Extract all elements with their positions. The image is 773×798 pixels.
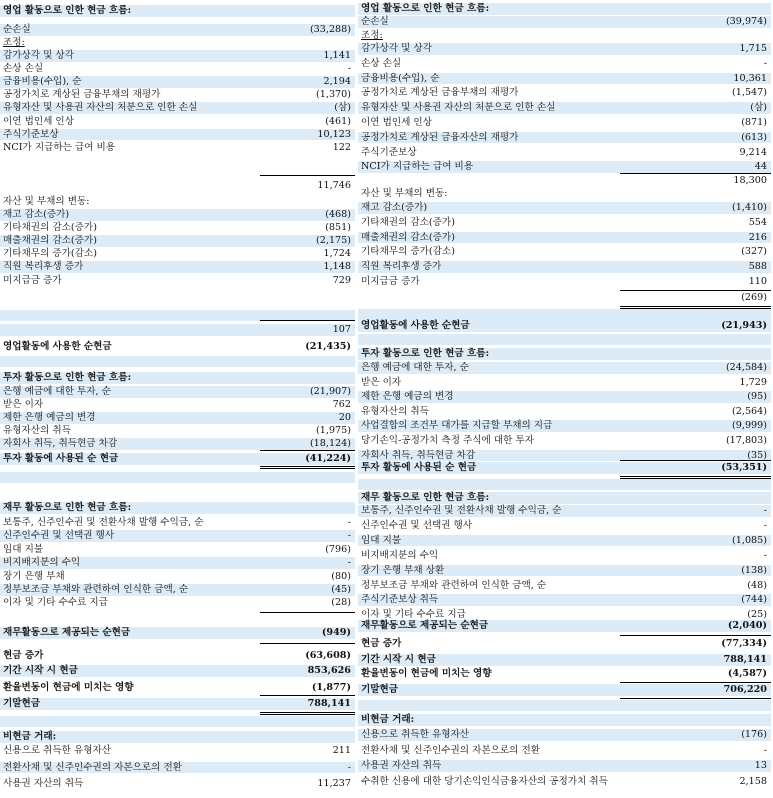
- row-label: 전환사채 및 신주인수권의 자본으로의 전환: [361, 744, 541, 756]
- adjustments-total: [358, 175, 771, 187]
- investing-row: [0, 438, 355, 450]
- subtotal-rule: [260, 612, 355, 613]
- row-label: 보통주, 신주인수권 및 전환사채 발행 수익금, 순: [361, 505, 562, 516]
- row-label: 이연 법인세 인상: [361, 117, 432, 128]
- row-value: 1,141: [323, 50, 351, 61]
- row-label: 기간 시작 시 현금: [3, 665, 78, 676]
- row-label: 기타채무의 증가(감소): [361, 246, 455, 258]
- row-value: (21,907): [309, 386, 351, 397]
- row-value: (2,564): [732, 405, 767, 417]
- row-value: 2,194: [323, 76, 351, 88]
- row-label: 직원 복리후생 증가: [361, 261, 442, 273]
- row-label: 자회사 취득, 취득현금 차감: [361, 449, 476, 461]
- change-row: [0, 235, 355, 247]
- fx-effect-row: [0, 682, 355, 694]
- row-label: 당기손익-공정가치 측정 주식에 대한 투자: [361, 435, 534, 446]
- noncash-row: [0, 762, 355, 774]
- row-label: 이자 및 기타 수수료 지급: [3, 597, 108, 609]
- row-value: (4,587): [727, 668, 767, 679]
- row-label: 정부보조금 부채와 관련하여 인식한 금액, 순: [361, 579, 547, 591]
- row-label: 사업결합의 조건부 대가를 지급할 부채의 지급: [361, 420, 553, 432]
- noncash-row: [358, 729, 771, 741]
- row-value: 706,220: [723, 684, 767, 695]
- row-value: -: [347, 517, 351, 528]
- row-value: -: [347, 557, 351, 569]
- row-label: 환율변동이 현금에 미치는 영향: [361, 668, 492, 679]
- changes-heading: [0, 196, 355, 208]
- row-label: 조정:: [3, 37, 25, 48]
- shaded-spacer: [0, 472, 355, 483]
- row-label: 신용으로 취득한 유형자산: [361, 729, 470, 740]
- row-value: (25): [747, 609, 767, 621]
- row-label: 재무활동으로 제공되는 순현금: [361, 620, 489, 631]
- investing-row: [358, 391, 771, 403]
- adjustment-row: [358, 73, 771, 85]
- row-value: (28): [331, 597, 351, 609]
- row-value: (77,334): [721, 638, 767, 649]
- row-value: (35): [747, 449, 767, 461]
- adjustment-row: [358, 147, 771, 159]
- row-label: 제한 은행 예금의 변경: [361, 391, 454, 403]
- row-value: (2,175): [316, 235, 351, 247]
- row-value: (삼): [750, 102, 767, 114]
- row-label: 신주인수권 및 선택권 행사: [361, 519, 473, 531]
- row-label: 공정가치로 계상된 금융부채의 재평가: [3, 89, 161, 101]
- row-value: 588: [748, 261, 767, 273]
- row-value: (63,608): [305, 650, 351, 661]
- row-value: 211: [332, 745, 351, 756]
- row-label: 미지급금 증가: [361, 276, 420, 287]
- row-value: (33,288): [309, 24, 351, 35]
- row-label: 전환사채 및 신주인수권의 자본으로의 전환: [3, 761, 183, 773]
- adjustment-row: [358, 87, 771, 99]
- row-label: 투자 활동에 사용된 순 현금: [361, 462, 477, 473]
- row-value: (327): [741, 246, 767, 258]
- row-value: 762: [332, 399, 351, 411]
- adjustment-row: [0, 142, 355, 154]
- change-row: [358, 246, 771, 258]
- change-row: [358, 232, 771, 244]
- investing-row: [0, 425, 355, 437]
- row-value: (39,974): [725, 16, 767, 27]
- row-value: (461): [325, 115, 351, 127]
- row-value: (2,040): [727, 620, 767, 631]
- change-row: [0, 248, 355, 260]
- financing-net-row: [358, 620, 771, 632]
- row-label: 공정가치로 계상된 금융부채의 재평가: [361, 87, 519, 99]
- row-value: 13: [754, 760, 767, 771]
- row-label: 투자 활동에 사용된 순 현금: [3, 453, 119, 464]
- row-label: 사용권 자산의 취득: [3, 778, 84, 789]
- row-label: 직원 복리후생 증가: [3, 261, 84, 273]
- cash-increase-row: [358, 638, 771, 650]
- adjustment-row: [0, 63, 355, 75]
- adjustment-row: [0, 129, 355, 141]
- row-label: 수취한 신용에 대한 당기손익인식금융자산의 공정가치 취득: [361, 775, 608, 787]
- financing-row: [358, 565, 771, 577]
- financing-net-row: [0, 627, 355, 639]
- row-label: 신용으로 취득한 유형자산: [3, 745, 112, 756]
- row-value: -: [763, 505, 767, 516]
- row-value: 788,141: [723, 654, 767, 665]
- change-row: [358, 202, 771, 214]
- row-value: 10,361: [733, 72, 767, 84]
- row-value: (468): [325, 209, 351, 220]
- net-loss-row: [358, 16, 771, 28]
- row-label: 유형자산의 취득: [361, 405, 429, 417]
- investing-row: [358, 362, 771, 374]
- noncash-row: [358, 760, 771, 772]
- row-label: 영업 활동으로 인한 현금 흐름:: [3, 5, 132, 16]
- row-label: 정부보조금 부채와 관련하여 인식한 금액, 순: [3, 584, 189, 595]
- investing-row: [0, 412, 355, 424]
- investing-heading: [358, 348, 771, 360]
- row-label: 비현금 거래:: [3, 731, 57, 742]
- row-label: 받은 이자: [3, 399, 44, 411]
- row-label: NCI가 지급하는 급여 비용: [361, 161, 474, 173]
- row-label: 유형자산 및 사용권 자산의 처분으로 인한 손실: [361, 102, 556, 114]
- row-label: 현금 증가: [3, 650, 44, 661]
- total-double-rule: [260, 712, 355, 715]
- adjustment-row: [0, 116, 355, 128]
- row-value: (17,803): [725, 435, 767, 446]
- row-label: 영업활동에 사용한 순현금: [361, 320, 470, 331]
- financing-row: [358, 535, 771, 547]
- row-label: 감가상각 및 상각: [361, 43, 432, 54]
- row-value: -: [347, 530, 351, 542]
- change-row: [0, 275, 355, 287]
- row-value: (1,975): [316, 425, 351, 437]
- row-value: (80): [331, 570, 351, 582]
- row-value: (1,547): [732, 87, 767, 99]
- row-value: 2,158: [739, 775, 767, 787]
- row-label: 임대 지불: [3, 543, 44, 555]
- row-value: 44: [754, 161, 767, 173]
- row-label: 이연 법인세 인상: [3, 115, 74, 127]
- row-value: (9,999): [732, 420, 767, 432]
- row-label: 순손실: [361, 16, 389, 27]
- row-value: 1,729: [739, 376, 767, 388]
- changes-total: [0, 324, 355, 336]
- subtotal-rule: [620, 460, 771, 461]
- change-row: [358, 261, 771, 273]
- financing-heading: [358, 492, 771, 504]
- shaded-spacer: [358, 309, 771, 320]
- shaded-spacer: [0, 356, 355, 367]
- adjustment-row: [358, 161, 771, 173]
- subtotal-rule: [260, 695, 355, 696]
- investing-row: [0, 399, 355, 411]
- row-label: 은행 예금에 대한 투자, 순: [361, 362, 469, 373]
- row-value: 1,715: [739, 43, 767, 54]
- adjustment-row: [0, 50, 355, 62]
- subtotal-rule: [260, 643, 355, 644]
- row-value: 11,237: [317, 778, 351, 789]
- row-value: (1,410): [732, 202, 767, 213]
- cash-begin-row: [0, 665, 355, 677]
- subtotal-rule: [620, 290, 771, 291]
- row-value: (1,085): [732, 534, 767, 546]
- row-value: -: [763, 549, 767, 561]
- row-value: (949): [321, 627, 351, 638]
- adjustment-row: [358, 43, 771, 55]
- row-value: (21,435): [305, 341, 351, 352]
- row-value: (1,370): [316, 89, 351, 101]
- row-label: 기말현금: [361, 684, 399, 695]
- financing-row: [0, 530, 355, 542]
- row-value: -: [347, 63, 351, 75]
- row-label: 사용권 자산의 취득: [361, 760, 442, 771]
- row-label: 임대 지불: [361, 534, 402, 546]
- row-label: 영업활동에 사용한 순현금: [3, 341, 112, 352]
- shaded-spacer: [358, 479, 771, 490]
- row-label: 기말현금: [3, 698, 41, 709]
- subtotal-rule: [620, 173, 771, 174]
- subtotal-rule: [620, 682, 771, 683]
- row-label: 주식기준보상 취득: [361, 594, 439, 606]
- row-value: 107: [332, 324, 351, 335]
- row-value: 853,626: [307, 665, 351, 676]
- adjustment-row: [358, 117, 771, 129]
- adjustment-row: [358, 102, 771, 114]
- row-value: 10,123: [317, 128, 351, 140]
- row-label: 재고 감소(증가): [3, 209, 70, 220]
- cash-end-row: [358, 684, 771, 696]
- financing-row: [0, 571, 355, 583]
- row-label: 자회사 취득, 취득현금 차감: [3, 438, 118, 450]
- row-label: 손상 손실: [3, 63, 44, 75]
- investing-net-row: [358, 462, 771, 474]
- row-value: -: [763, 57, 767, 69]
- row-label: 재무 활동으로 인한 현금 흐름:: [3, 502, 132, 513]
- shaded-spacer: [0, 716, 355, 727]
- row-label: 환율변동이 현금에 미치는 영향: [3, 682, 134, 693]
- row-label: 자산 및 부채의 변동:: [3, 196, 90, 207]
- row-label: 금융비용(수입), 순: [361, 72, 440, 84]
- adjustment-row: [0, 76, 355, 88]
- row-label: 비현금 거래:: [361, 714, 415, 725]
- adjustments-total: [0, 180, 355, 192]
- row-label: 유형자산 및 사용권 자산의 처분으로 인한 손실: [3, 102, 198, 114]
- row-label: 장기 은행 부채: [3, 570, 65, 582]
- row-value: -: [347, 761, 351, 773]
- row-label: 매출채권의 감소(증가): [3, 235, 97, 247]
- row-value: (41,224): [305, 453, 351, 464]
- row-value: (613): [741, 131, 767, 143]
- row-label: 영업 활동으로 인한 현금 흐름:: [361, 3, 490, 14]
- noncash-row: [358, 776, 771, 788]
- subtotal-rule: [260, 450, 355, 451]
- investing-row: [358, 406, 771, 418]
- row-value: (21,943): [721, 320, 767, 331]
- noncash-row: [0, 778, 355, 790]
- financing-row: [0, 544, 355, 556]
- subtotal-rule: [260, 175, 355, 176]
- row-label: 자산 및 부채의 변동:: [361, 188, 448, 199]
- op-heading: [358, 3, 771, 15]
- row-value: 20: [338, 412, 351, 424]
- shaded-spacer: [358, 700, 771, 711]
- row-label: 투자 활동으로 인한 현금 흐름:: [361, 348, 490, 359]
- financing-row: [358, 520, 771, 532]
- row-value: 788,141: [307, 698, 351, 709]
- noncash-row: [0, 745, 355, 757]
- row-value: (138): [741, 564, 767, 576]
- row-value: 729: [332, 274, 351, 286]
- row-value: (796): [325, 543, 351, 555]
- row-value: (851): [325, 222, 351, 234]
- row-value: 9,214: [739, 146, 767, 158]
- noncash-heading: [358, 714, 771, 726]
- investing-heading: [0, 372, 355, 384]
- adjustment-row: [0, 102, 355, 114]
- row-label: 기간 시작 시 현금: [361, 654, 436, 665]
- row-label: 투자 활동으로 인한 현금 흐름:: [3, 372, 132, 383]
- adjustment-row: [358, 132, 771, 144]
- row-label: 비지배지분의 수익: [361, 549, 439, 561]
- cash-increase-row: [0, 650, 355, 662]
- change-row: [0, 222, 355, 234]
- cash-end-row: [0, 698, 355, 710]
- subtotal-rule: [620, 635, 771, 636]
- row-label: 현금 증가: [361, 638, 402, 649]
- change-row: [358, 217, 771, 229]
- row-value: 1,724: [323, 248, 351, 260]
- investing-row: [358, 377, 771, 389]
- row-label: 신주인수권 및 선택권 행사: [3, 530, 115, 542]
- row-label: 받은 이자: [361, 376, 402, 388]
- financing-row: [358, 580, 771, 592]
- row-value: (45): [331, 584, 351, 595]
- row-label: 조정:: [361, 30, 383, 41]
- noncash-row: [358, 745, 771, 757]
- row-label: 감가상각 및 상각: [3, 50, 74, 61]
- row-label: 비지배지분의 수익: [3, 557, 81, 569]
- adjustment-row: [358, 58, 771, 70]
- row-label: 보통주, 신주인수권 및 전환사채 발행 수익금, 순: [3, 517, 204, 528]
- row-value: (269): [741, 292, 767, 303]
- row-value: (871): [741, 117, 767, 128]
- row-value: (1,877): [311, 682, 351, 693]
- row-value: (18,124): [309, 438, 351, 450]
- shaded-spacer: [358, 334, 771, 345]
- row-label: 재무 활동으로 인한 현금 흐름:: [361, 492, 490, 503]
- row-label: 기타채권의 감소(증가): [361, 216, 455, 228]
- adjustment-row: [0, 89, 355, 101]
- row-value: (53,351): [721, 462, 767, 473]
- row-label: 순손실: [3, 24, 31, 35]
- investing-row: [358, 420, 771, 432]
- financing-row: [358, 505, 771, 517]
- row-label: 주식기준보상: [3, 128, 59, 140]
- operating-net-row: [0, 341, 355, 353]
- cash-begin-row: [358, 654, 771, 666]
- row-value: 554: [748, 216, 767, 228]
- change-row: [0, 209, 355, 221]
- total-double-rule: [260, 466, 355, 469]
- changes-total: [358, 292, 771, 304]
- row-label: 기타채무의 증가(감소): [3, 248, 97, 260]
- row-label: 은행 예금에 대한 투자, 순: [3, 386, 111, 397]
- financing-heading: [0, 502, 355, 514]
- adjustments-label: [0, 37, 355, 49]
- investing-net-row: [0, 453, 355, 465]
- row-value: (삼): [334, 102, 351, 114]
- row-value: 18,300: [733, 175, 767, 186]
- row-value: 110: [748, 276, 767, 287]
- row-value: (176): [741, 729, 767, 740]
- financing-row: [0, 517, 355, 529]
- net-loss-row: [0, 24, 355, 36]
- row-label: 기타채권의 감소(증가): [3, 222, 97, 234]
- fx-effect-row: [358, 668, 771, 680]
- change-row: [358, 276, 771, 288]
- row-label: 재고 감소(증가): [361, 202, 428, 213]
- row-label: 장기 은행 부채 상환: [361, 564, 445, 576]
- row-label: 주식기준보상: [361, 146, 417, 158]
- change-row: [0, 261, 355, 273]
- financing-row: [0, 557, 355, 569]
- operating-net-row: [358, 320, 771, 332]
- row-value: 11,746: [317, 180, 351, 191]
- financing-row: [0, 584, 355, 596]
- row-value: (24,584): [725, 362, 767, 373]
- row-value: 122: [332, 141, 351, 153]
- investing-row: [358, 435, 771, 447]
- row-label: 이자 및 기타 수수료 지급: [361, 609, 466, 621]
- row-label: 금융비용(수입), 순: [3, 76, 82, 88]
- row-value: 1,148: [323, 261, 351, 273]
- investing-row: [0, 386, 355, 398]
- financing-row: [0, 597, 355, 609]
- row-label: 미지급금 증가: [3, 274, 62, 286]
- row-label: 손상 손실: [361, 57, 402, 69]
- changes-heading: [358, 188, 771, 200]
- row-value: 216: [748, 231, 767, 243]
- row-label: 제한 은행 예금의 변경: [3, 412, 96, 424]
- noncash-heading: [0, 731, 355, 743]
- row-value: -: [763, 519, 767, 531]
- financing-row: [358, 594, 771, 606]
- financing-row: [358, 550, 771, 562]
- row-label: 공정가치로 계상된 금융자산의 재평가: [361, 131, 519, 143]
- row-value: (48): [747, 579, 767, 591]
- op-heading: [0, 5, 355, 17]
- row-value: -: [763, 744, 767, 756]
- row-label: NCI가 지급하는 급여 비용: [3, 141, 116, 153]
- row-label: 매출채권의 감소(증가): [361, 231, 455, 243]
- row-label: 재무활동으로 제공되는 순현금: [3, 627, 131, 638]
- row-value: (744): [741, 594, 767, 606]
- adjustments-label: [358, 30, 771, 42]
- row-label: 유형자산의 취득: [3, 425, 71, 437]
- subtotal-rule: [260, 320, 355, 321]
- row-value: (95): [747, 391, 767, 403]
